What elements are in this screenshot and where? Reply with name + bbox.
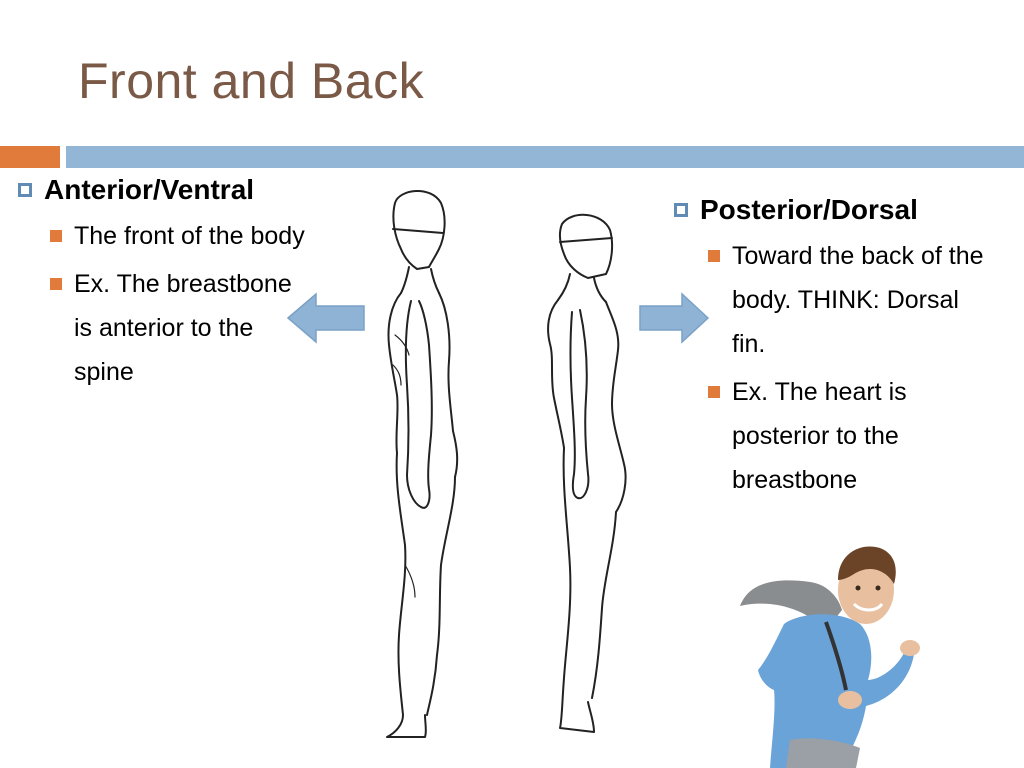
- posterior-heading: Posterior/Dorsal: [700, 194, 918, 225]
- posterior-heading-item: [672, 190, 1017, 230]
- anterior-column: [16, 170, 316, 394]
- square-bullet-icon: [674, 203, 688, 217]
- human-side-view-facing-left: [365, 185, 475, 745]
- orange-bullet-icon: [708, 386, 720, 398]
- arrow-left-icon: [286, 292, 366, 344]
- anterior-bullet-2-text: Ex. The breastbone is anterior to the spine: [74, 270, 292, 386]
- accent-bar-blue: [66, 146, 1024, 168]
- slide-title: Front and Back: [78, 53, 425, 109]
- orange-bullet-icon: [708, 250, 720, 262]
- anterior-bullet-2: [16, 262, 304, 394]
- orange-bullet-icon: [50, 278, 62, 290]
- anterior-bullet-1-text: The front of the body: [74, 222, 305, 250]
- square-bullet-icon: [18, 183, 32, 197]
- accent-bar-orange: [0, 146, 60, 168]
- posterior-bullet-2-text: Ex. The heart is posterior to the breastbone: [732, 378, 907, 494]
- orange-bullet-icon: [50, 230, 62, 242]
- posterior-bullet-1-text: Toward the back of the body. THINK: Dorsal fin.: [732, 242, 984, 358]
- posterior-bullet-2: [672, 370, 992, 502]
- arrow-right-icon: [638, 292, 710, 344]
- anterior-heading-item: [16, 170, 316, 210]
- anterior-heading: Anterior/Ventral: [44, 174, 255, 205]
- posterior-bullet-1: [672, 234, 992, 366]
- boy-with-shark-fin-photo: [730, 540, 920, 768]
- posterior-column: [672, 190, 1017, 502]
- human-side-view-facing-right: [528, 208, 638, 748]
- anterior-bullet-1: [16, 214, 314, 258]
